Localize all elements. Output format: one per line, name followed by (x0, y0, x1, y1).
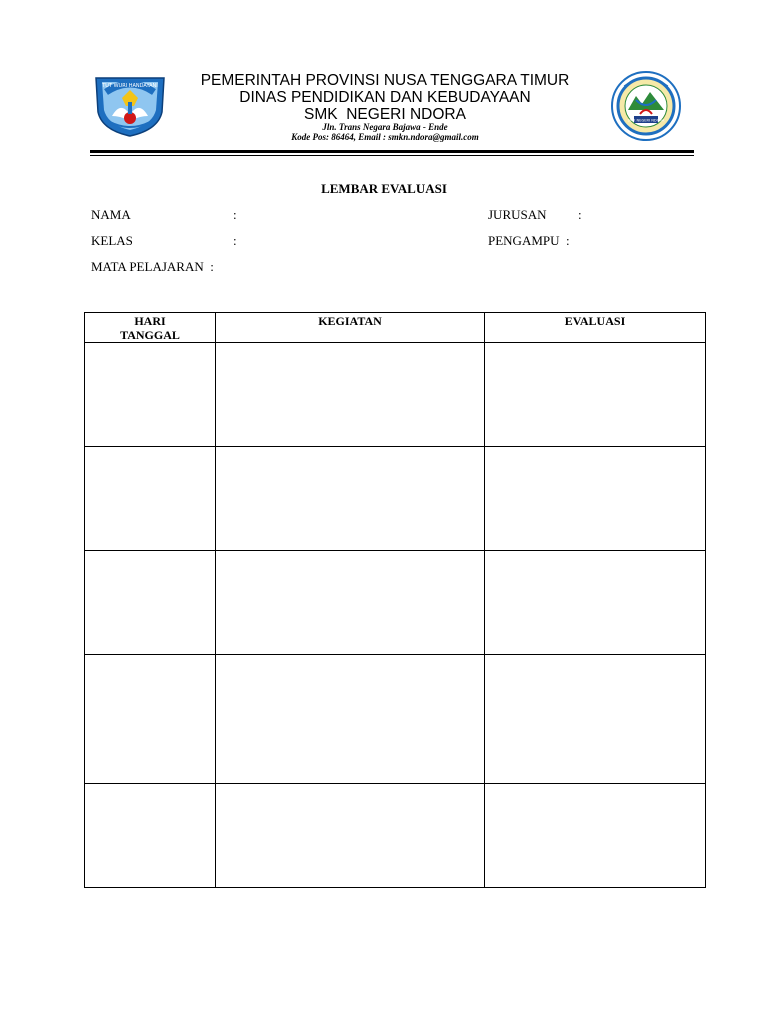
cell-evaluasi[interactable] (485, 551, 706, 655)
field-label-jurusan: JURUSAN (488, 207, 547, 222)
cell-kegiatan[interactable] (216, 655, 485, 784)
school-name: SMK NEGERI NDORA (304, 106, 466, 123)
field-label-mata-pelajaran: MATA PELAJARAN : (91, 259, 214, 274)
cell-kegiatan[interactable] (216, 784, 485, 888)
smk-negeri-ndora-logo (606, 70, 686, 142)
cell-kegiatan[interactable] (216, 343, 485, 447)
table-row (85, 551, 706, 655)
field-colon-kelas: : (233, 233, 237, 248)
cell-evaluasi[interactable] (485, 447, 706, 551)
table-row (85, 447, 706, 551)
header-kegiatan: KEGIATAN (216, 313, 485, 343)
letterhead-rule-thick (90, 150, 694, 153)
svg-text:TUT WURI HANDAYANI: TUT WURI HANDAYANI (102, 83, 158, 89)
field-colon-nama: : (233, 207, 237, 222)
header-hari-tanggal: HARI TANGGAL (85, 313, 216, 343)
table-row (85, 784, 706, 888)
field-colon-jurusan: : (578, 207, 582, 222)
table-header-row (85, 313, 706, 343)
cell-evaluasi[interactable] (485, 784, 706, 888)
tut-wuri-handayani-logo (92, 72, 168, 138)
school-address: Jln. Trans Negara Bajawa - Ende (322, 122, 448, 132)
cell-kegiatan[interactable] (216, 447, 485, 551)
svg-text:SMK NEGERI NDORA: SMK NEGERI NDORA (627, 118, 665, 123)
field-label-nama: NAMA (91, 207, 131, 222)
cell-hari-tanggal[interactable] (85, 655, 216, 784)
field-label-kelas: KELAS (91, 233, 133, 248)
cell-hari-tanggal[interactable] (85, 784, 216, 888)
department-name: DINAS PENDIDIKAN DAN KEBUDAYAAN (239, 89, 531, 106)
cell-hari-tanggal[interactable] (85, 551, 216, 655)
cell-kegiatan[interactable] (216, 551, 485, 655)
header-evaluasi: EVALUASI (485, 313, 706, 343)
letterhead-rule-thin (90, 155, 694, 156)
cell-hari-tanggal[interactable] (85, 343, 216, 447)
table-row (85, 655, 706, 784)
cell-evaluasi[interactable] (485, 343, 706, 447)
table-row (85, 343, 706, 447)
school-contact: Kode Pos: 86464, Email : smkn.ndora@gmail.com (291, 132, 479, 142)
field-label-pengampu: PENGAMPU : (488, 233, 570, 248)
evaluation-table (84, 312, 706, 888)
government-name: PEMERINTAH PROVINSI NUSA TENGGARA TIMUR (200, 72, 570, 89)
document-title: LEMBAR EVALUASI (321, 181, 447, 196)
cell-evaluasi[interactable] (485, 655, 706, 784)
cell-hari-tanggal[interactable] (85, 447, 216, 551)
